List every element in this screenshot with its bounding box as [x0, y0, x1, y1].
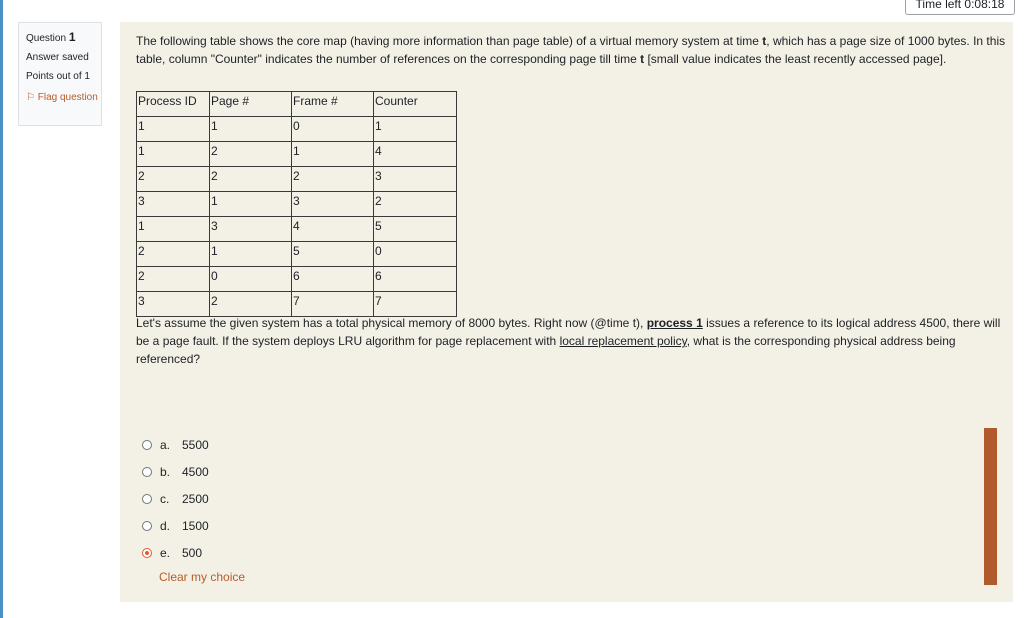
option-letter: a. [160, 437, 171, 452]
option-d[interactable] [142, 512, 209, 539]
time-left-timer: Time left 0:08:18 [905, 0, 1015, 15]
option-value: 4500 [182, 464, 209, 479]
table-cell: 2 [210, 167, 292, 192]
table-cell: 1 [137, 217, 210, 242]
radio-option-b[interactable] [142, 467, 152, 477]
table-cell: 1 [137, 117, 210, 142]
table-cell: 0 [374, 242, 457, 267]
table-cell: 3 [137, 292, 210, 317]
table-cell: 0 [292, 117, 374, 142]
table-row [137, 117, 457, 142]
table-cell: 1 [210, 242, 292, 267]
table-cell: 5 [374, 217, 457, 242]
points-label: Points out of 1 [26, 71, 90, 82]
header-process-id: Process ID [137, 92, 210, 117]
header-frame: Frame # [292, 92, 374, 117]
local-replacement-policy-emphasis: local replacement policy [559, 334, 687, 348]
option-b[interactable] [142, 458, 209, 485]
table-cell: 3 [210, 217, 292, 242]
option-letter: c. [160, 491, 170, 506]
question-intro: The following table shows the core map (having more information than page table) of a virtual memory system at time t, which has a page size of 1000 bytes. In this table, column "Counter" indicates the number of references on the corresponding page till time t [small value indicates the least recently accessed page]. [136, 34, 1006, 66]
table-cell: 2 [137, 167, 210, 192]
question-number: Question 1 [26, 30, 76, 44]
table-row [137, 267, 457, 292]
option-letter: e. [160, 545, 171, 560]
option-c[interactable] [142, 485, 209, 512]
clear-my-choice-link[interactable]: Clear my choice [159, 570, 246, 584]
table-cell: 1 [210, 192, 292, 217]
table-cell: 6 [292, 267, 374, 292]
radio-option-d[interactable] [142, 521, 152, 531]
table-cell: 7 [374, 292, 457, 317]
table-cell: 2 [210, 142, 292, 167]
radio-option-e-selected[interactable] [142, 548, 152, 558]
table-cell: 7 [292, 292, 374, 317]
option-value: 500 [182, 545, 203, 560]
flag-question-link[interactable] [26, 91, 101, 105]
option-value: 2500 [182, 491, 209, 506]
table-header-row [137, 92, 457, 117]
flag-icon: ⚐ [26, 92, 35, 103]
question-content-panel [120, 22, 1013, 602]
table-row [137, 292, 457, 317]
table-cell: 2 [374, 192, 457, 217]
scrollbar-thumb[interactable] [984, 428, 997, 585]
answer-options [142, 431, 209, 566]
table-cell: 2 [137, 267, 210, 292]
radio-option-c[interactable] [142, 494, 152, 504]
table-cell: 6 [374, 267, 457, 292]
table-cell: 3 [137, 192, 210, 217]
table-cell: 2 [210, 292, 292, 317]
table-cell: 2 [292, 167, 374, 192]
table-cell: 3 [374, 167, 457, 192]
table-cell: 0 [210, 267, 292, 292]
table-row [137, 192, 457, 217]
table-cell: 4 [292, 217, 374, 242]
process-1-emphasis: process 1 [646, 316, 703, 330]
question-info-panel [18, 22, 102, 126]
table-cell: 4 [374, 142, 457, 167]
table-cell: 1 [292, 142, 374, 167]
left-edge-bar [0, 0, 3, 618]
core-map-table [136, 91, 457, 317]
table-cell: 2 [137, 242, 210, 267]
flag-label: Flag question [37, 92, 98, 103]
option-a[interactable] [142, 431, 209, 458]
question-body: Let's assume the given system has a total physical memory of 8000 bytes. Right now (@time t), process 1 issues a reference to its logical address 4500, there will be a page fault. If the system deploys LRU algorithm for page replacement with local replacement policy, what is the corresponding physical address being referenced? [136, 316, 1001, 366]
option-letter: d. [160, 518, 171, 533]
table-row [137, 242, 457, 267]
option-value: 5500 [182, 437, 209, 452]
table-cell: 1 [210, 117, 292, 142]
table-cell: 1 [374, 117, 457, 142]
table-cell: 3 [292, 192, 374, 217]
header-page: Page # [210, 92, 292, 117]
option-e[interactable] [142, 539, 209, 566]
table-cell: 1 [137, 142, 210, 167]
answer-status: Answer saved [26, 52, 89, 63]
table-row [137, 167, 457, 192]
table-row [137, 217, 457, 242]
header-counter: Counter [374, 92, 457, 117]
option-letter: b. [160, 464, 171, 479]
table-cell: 5 [292, 242, 374, 267]
radio-option-a[interactable] [142, 440, 152, 450]
option-value: 1500 [182, 518, 209, 533]
table-row [137, 142, 457, 167]
